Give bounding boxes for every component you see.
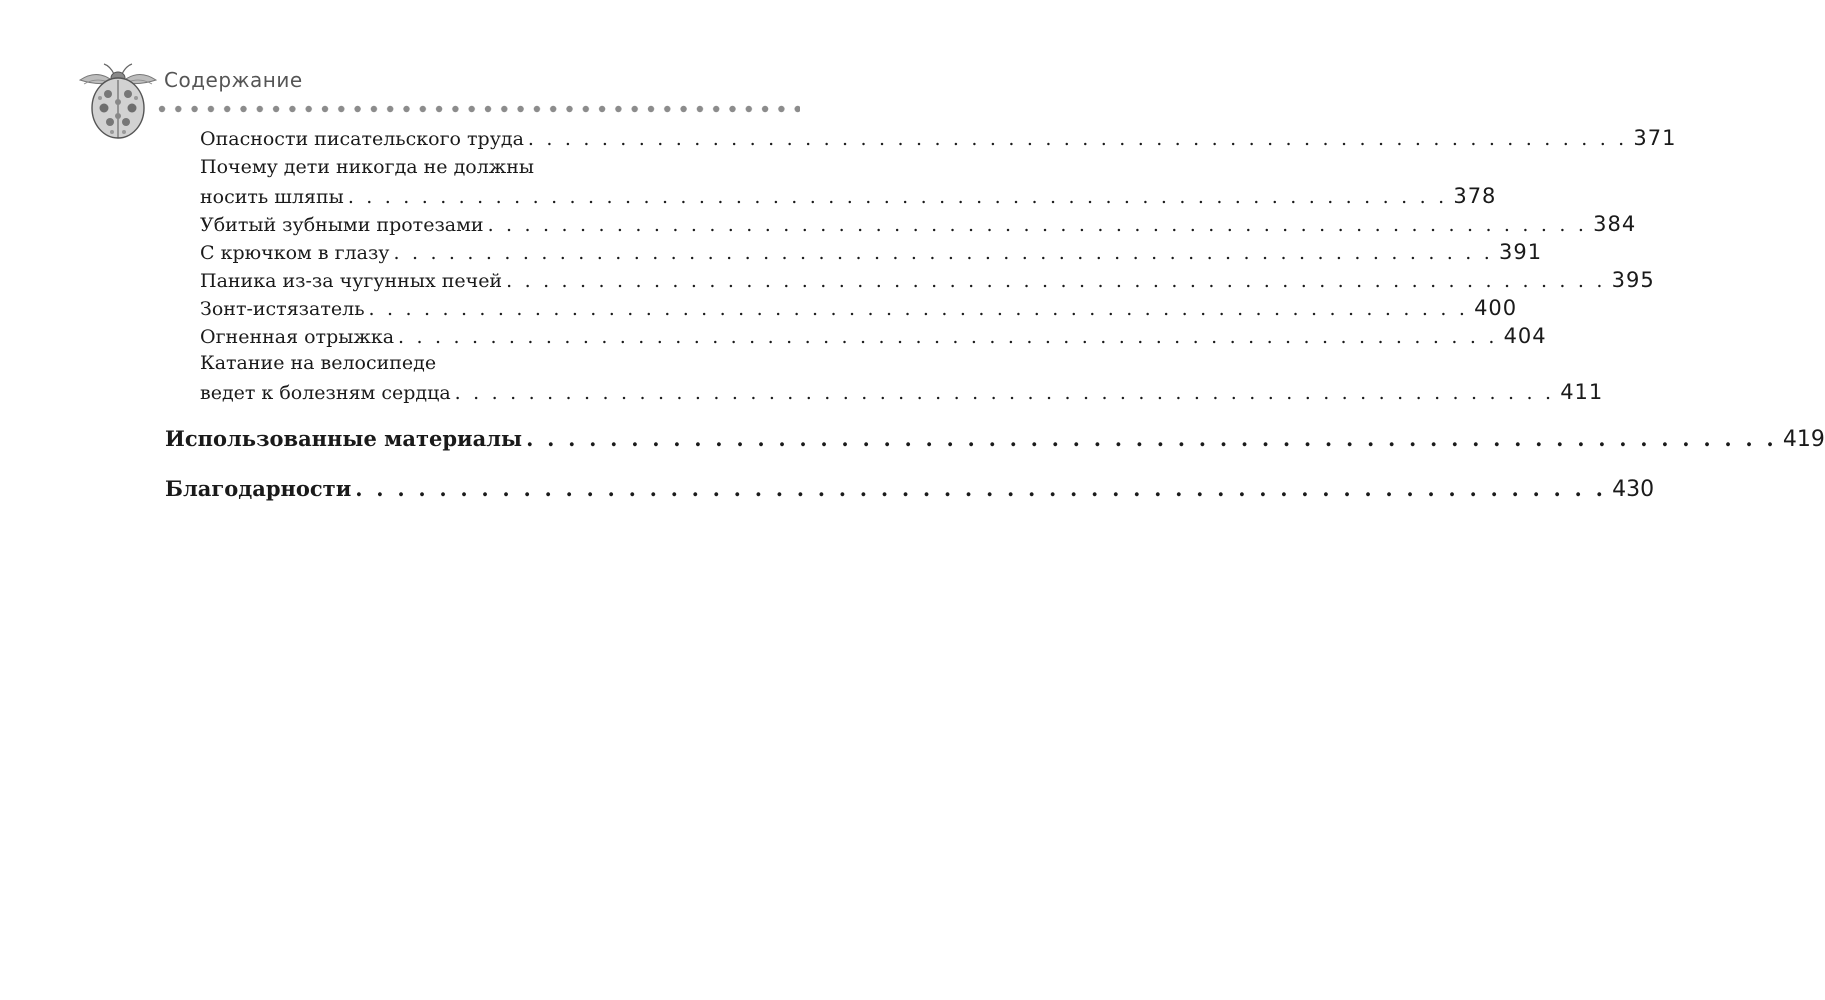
toc-entry	[200, 212, 1637, 236]
toc-entry-title: носить шляпы	[200, 186, 344, 208]
toc-entry	[200, 296, 1518, 320]
toc-page-number: 391	[1499, 240, 1543, 264]
toc-entry	[200, 380, 1604, 404]
toc-entry-title: Зонт-истязатель	[200, 298, 365, 320]
toc-leader: . . . . . . . . . . . . . . . . . . . . . . . . . . . . . . . . . . . . . . . . . . . . . . . . . . . . . . . . . . . .	[526, 426, 1777, 451]
toc-entry-title: Убитый зубными протезами	[200, 214, 484, 236]
toc-leader: . . . . . . . . . . . . . . . . . . . . . . . . . . . . . . . . . . . . . . . . . . . . . . . . . . . . . . . . . . . .	[487, 214, 1588, 236]
toc-entry	[200, 324, 1547, 348]
toc-leader: . . . . . . . . . . . . . . . . . . . . . . . . . . . . . . . . . . . . . . . . . . . . . . . . . . . . . . . . . . . .	[347, 186, 1448, 208]
toc-page-number: 419	[1782, 427, 1825, 452]
toc-page-number: 430	[1612, 477, 1655, 502]
toc-entry-title: С крючком в глазу	[200, 242, 390, 264]
toc-entry	[200, 268, 1655, 292]
toc-leader: . . . . . . . . . . . . . . . . . . . . . . . . . . . . . . . . . . . . . . . . . . . . . . . . . . . . . . . . . . . .	[398, 326, 1498, 348]
toc-entry	[200, 240, 1543, 264]
toc-entry-title: Благодарности	[165, 476, 352, 501]
toc-entry-title: Опасности писательского труда	[200, 128, 524, 150]
toc-entry-title-line: Катание на велосипеде	[200, 352, 437, 374]
toc-entry-title: ведет к болезням сердца	[200, 382, 451, 404]
dotted-rule	[158, 104, 800, 114]
toc-entry	[200, 184, 1497, 208]
toc-entry	[200, 126, 1677, 150]
toc-page-number: 400	[1474, 296, 1518, 320]
toc-leader: . . . . . . . . . . . . . . . . . . . . . . . . . . . . . . . . . . . . . . . . . . . . . . . . . . . . . . . . . . . .	[355, 476, 1607, 501]
toc-entry-title: Паника из-за чугунных печей	[200, 270, 503, 292]
toc-leader: . . . . . . . . . . . . . . . . . . . . . . . . . . . . . . . . . . . . . . . . . . . . . . . . . . . . . . . . . . . .	[527, 128, 1628, 150]
section-title: Содержание	[164, 68, 303, 92]
toc-page-number: 384	[1593, 212, 1637, 236]
toc-page-number: 378	[1453, 184, 1497, 208]
toc-main-entry	[165, 476, 1655, 502]
toc-leader: . . . . . . . . . . . . . . . . . . . . . . . . . . . . . . . . . . . . . . . . . . . . . . . . . . . . . . . . . . . .	[454, 382, 1555, 404]
toc-main-entry	[165, 426, 1825, 452]
toc-leader: . . . . . . . . . . . . . . . . . . . . . . . . . . . . . . . . . . . . . . . . . . . . . . . . . . . . . . . . . . . .	[506, 270, 1606, 292]
beetle-icon	[76, 62, 160, 142]
toc-entry-title: Использованные материалы	[165, 426, 523, 451]
toc-leader: . . . . . . . . . . . . . . . . . . . . . . . . . . . . . . . . . . . . . . . . . . . . . . . . . . . . . . . . . . . .	[368, 298, 1469, 320]
toc-entry-title-line: Почему дети никогда не должны	[200, 156, 535, 178]
toc-leader: . . . . . . . . . . . . . . . . . . . . . . . . . . . . . . . . . . . . . . . . . . . . . . . . . . . . . . . . . . . .	[393, 242, 1493, 264]
toc-page-number: 404	[1503, 324, 1547, 348]
toc-page-number: 371	[1633, 126, 1677, 150]
toc-page-number: 411	[1560, 380, 1604, 404]
toc-page-number: 395	[1611, 268, 1655, 292]
toc-entry-title: Огненная отрыжка	[200, 326, 395, 348]
